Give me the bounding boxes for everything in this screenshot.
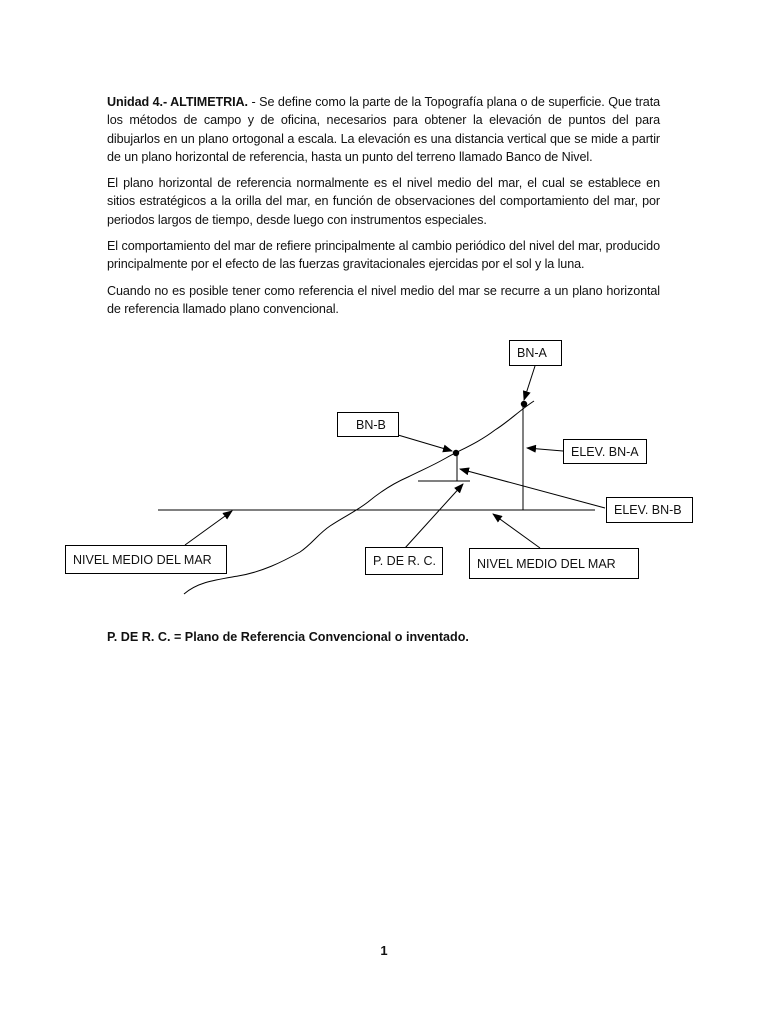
arrow-nivel-right — [493, 514, 540, 548]
abbreviation-note: P. DE R. C. = Plano de Referencia Convencional o inventado. — [107, 630, 469, 644]
page-number: 1 — [380, 943, 388, 958]
bn-b-point — [453, 450, 459, 456]
label-nivel-medio-left: NIVEL MEDIO DEL MAR — [65, 545, 227, 574]
arrow-p-de-rc — [405, 484, 463, 548]
paragraph-4: Cuando no es posible tener como referencia el nivel medio del mar se recurre a un plano horizontal de referencia llamado plano convencional. — [107, 283, 660, 316]
paragraph-1 — [107, 93, 660, 166]
arrow-bn-a — [524, 366, 535, 400]
arrow-bn-b — [398, 435, 452, 451]
label-bn-b: BN-B — [337, 412, 399, 437]
altimetry-diagram — [0, 330, 768, 610]
paragraph-2: El plano horizontal de referencia normalmente es el nivel medio del mar, el cual se establece en sitios estratégicos a la orilla del mar, en función de observaciones del comportamiento del mar, por periodos largos de tiempo, desde luego con instrumentos especiales. — [107, 176, 660, 227]
arrow-nivel-left — [185, 511, 232, 545]
body-text — [107, 93, 660, 326]
paragraph-1-text: - Se define como la parte de la Topografía plana o de superficie. Que trata los métodos de campo y de oficina, necesarios para obtener la elevación de puntos del para dibujarlos en un plano ortogonal a escala. La elevación es una distancia vertical que se mide a partir de un plano horizontal de referencia, hasta un punto del terreno llamado Banco de Nivel. — [107, 95, 660, 164]
label-elev-bn-b: ELEV. BN-B — [606, 497, 693, 523]
label-elev-bn-a: ELEV. BN-A — [563, 439, 647, 464]
label-nivel-medio-right: NIVEL MEDIO DEL MAR — [469, 548, 639, 579]
bn-a-point — [521, 401, 527, 407]
arrow-elev-bn-b — [460, 469, 605, 508]
label-p-de-rc: P. DE R. C. — [365, 547, 443, 575]
unit-title: Unidad 4.- ALTIMETRIA. — [107, 95, 248, 109]
arrow-elev-bn-a — [527, 448, 563, 451]
label-bn-a: BN-A — [509, 340, 562, 366]
paragraph-3: El comportamiento del mar de refiere principalmente al cambio periódico del nivel del mar, producido principalmente por el efecto de las fuerzas gravitacionales ejercidas por el sol y la luna. — [107, 239, 660, 272]
